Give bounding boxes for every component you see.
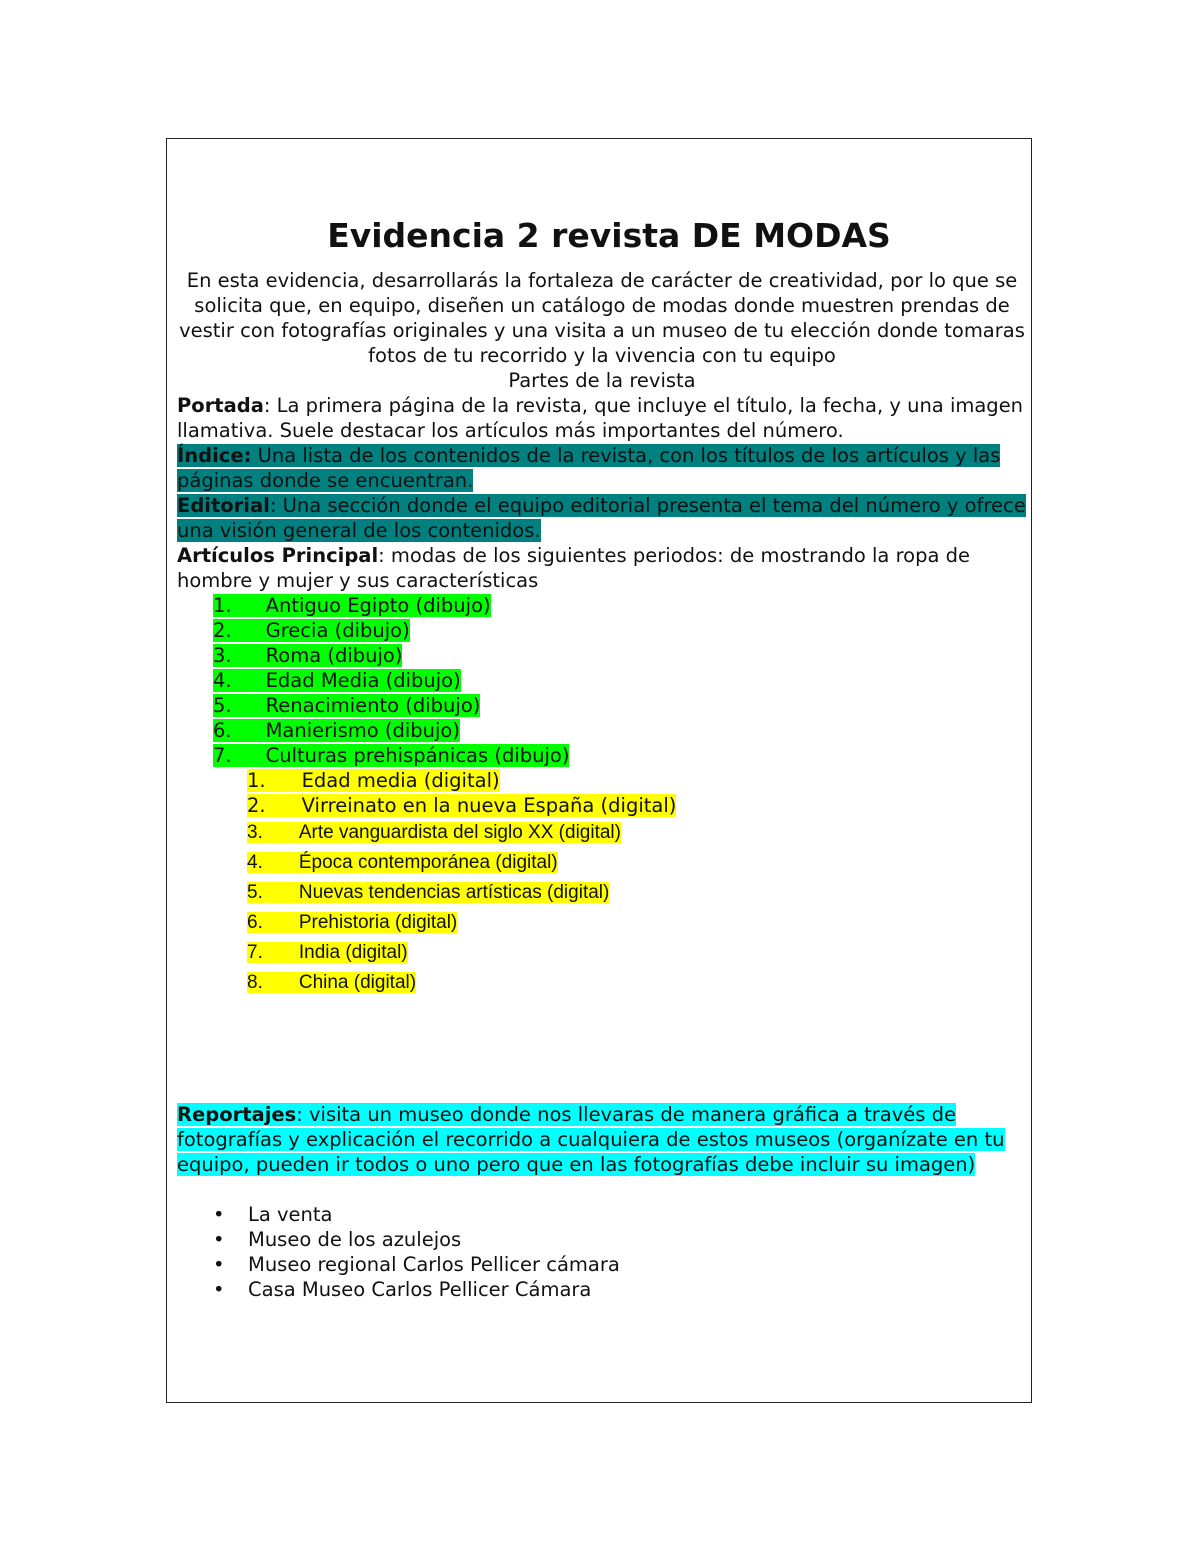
list-number: 4. — [213, 669, 232, 692]
list-number: 2. — [247, 794, 266, 817]
list-text: China (digital) — [298, 972, 417, 993]
parts-heading: Partes de la revista — [508, 369, 696, 392]
bullet-icon: • — [213, 1203, 225, 1226]
list-item — [177, 693, 1027, 718]
digital-list-continued — [177, 818, 1027, 998]
document-content — [177, 140, 1027, 1302]
intro-paragraph: En esta evidencia, desarrollarás la fortaleza de carácter de creatividad, por lo que se solicita que, en equipo, diseñen un catálogo de modas donde muestren prendas de vestir con fotografías originales y una visita a un museo de tu elección donde tomaras fotos de tu recorrido y la vivencia con tu equipo — [179, 269, 1025, 367]
list-item — [177, 593, 1027, 618]
list-number: 5. — [213, 694, 232, 717]
editorial-text: : Una sección donde el equipo editorial presenta el tema del número y ofrece una visión general de los contenidos. — [177, 494, 1026, 542]
list-item — [177, 743, 1027, 768]
list-number: 3. — [247, 822, 263, 843]
list-item — [177, 1252, 1027, 1277]
articulos-paragraph — [177, 543, 1027, 593]
portada-paragraph — [177, 393, 1027, 443]
list-text: Edad Media (dibujo) — [265, 669, 461, 692]
list-text: Arte vanguardista del siglo XX (digital) — [298, 822, 621, 843]
list-text: Museo regional Carlos Pellicer cámara — [248, 1253, 620, 1276]
list-item — [177, 1227, 1027, 1252]
bullet-icon: • — [213, 1228, 225, 1251]
list-number: 6. — [213, 719, 232, 742]
spacer — [177, 998, 1027, 1102]
portada-label: Portada — [177, 394, 264, 417]
list-text: Prehistoria (digital) — [298, 912, 458, 933]
list-item — [177, 1202, 1027, 1227]
list-item — [177, 618, 1027, 643]
list-item — [177, 818, 1027, 848]
reportajes-paragraph — [177, 1102, 1027, 1177]
list-text: Edad media (digital) — [301, 769, 500, 792]
list-item — [177, 878, 1027, 908]
list-number: 3. — [213, 644, 232, 667]
list-text: Roma (dibujo) — [265, 644, 403, 667]
indice-label: Índice: — [177, 444, 252, 467]
list-text: Virreinato en la nueva España (digital) — [301, 794, 677, 817]
list-item — [177, 668, 1027, 693]
list-text: Nuevas tendencias artísticas (digital) — [298, 882, 610, 903]
list-text: India (digital) — [298, 942, 408, 963]
museum-list — [177, 1202, 1027, 1302]
portada-text: : La primera página de la revista, que incluye el título, la fecha, y una imagen llamativa. Suele destacar los artículos más importantes del número. — [177, 394, 1024, 442]
list-item — [177, 768, 1027, 793]
list-number: 6. — [247, 912, 263, 933]
reportajes-text: : visita un museo donde nos llevaras de manera gráfica a través de fotografías y explicación el recorrido a cualquiera de estos museos (organízate en tu equipo, pueden ir todos o uno pero que en las fotografías debe incluir su imagen) — [177, 1103, 1005, 1176]
list-text: Renacimiento (dibujo) — [265, 694, 481, 717]
list-text: Culturas prehispánicas (dibujo) — [265, 744, 570, 767]
list-number: 7. — [213, 744, 232, 767]
list-number: 7. — [247, 942, 263, 963]
articulos-label: Artículos Principal — [177, 544, 379, 567]
list-item — [177, 793, 1027, 818]
list-number: 1. — [247, 769, 266, 792]
bullet-icon: • — [213, 1253, 225, 1276]
document-title: Evidencia 2 revista DE MODAS — [327, 216, 891, 255]
editorial-label: Editorial — [177, 494, 270, 517]
list-text: Antiguo Egipto (dibujo) — [265, 594, 491, 617]
articulos-text: : modas de los siguientes periodos: de mostrando la ropa de hombre y mujer y sus características — [177, 544, 971, 592]
digital-list — [177, 768, 1027, 818]
indice-text: Una lista de los contenidos de la revista, con los títulos de los artículos y las páginas donde se encuentran. — [177, 444, 1001, 492]
list-number: 1. — [213, 594, 232, 617]
list-text: Manierismo (dibujo) — [265, 719, 460, 742]
list-number: 8. — [247, 972, 263, 993]
indice-paragraph — [177, 443, 1027, 493]
reportajes-label: Reportajes — [177, 1103, 297, 1126]
list-item — [177, 643, 1027, 668]
editorial-paragraph — [177, 493, 1027, 543]
list-text: Época contemporánea (digital) — [298, 852, 558, 873]
bullet-icon: • — [213, 1278, 225, 1301]
list-text: Museo de los azulejos — [248, 1228, 462, 1251]
list-text: La venta — [248, 1203, 333, 1226]
list-number: 2. — [213, 619, 232, 642]
list-item — [177, 908, 1027, 938]
list-text: Grecia (dibujo) — [265, 619, 410, 642]
list-number: 5. — [247, 882, 263, 903]
list-item — [177, 1277, 1027, 1302]
list-item — [177, 848, 1027, 878]
dibujo-list — [177, 593, 1027, 768]
list-item — [177, 718, 1027, 743]
list-text: Casa Museo Carlos Pellicer Cámara — [248, 1278, 592, 1301]
list-number: 4. — [247, 852, 263, 873]
list-item — [177, 968, 1027, 998]
list-item — [177, 938, 1027, 968]
